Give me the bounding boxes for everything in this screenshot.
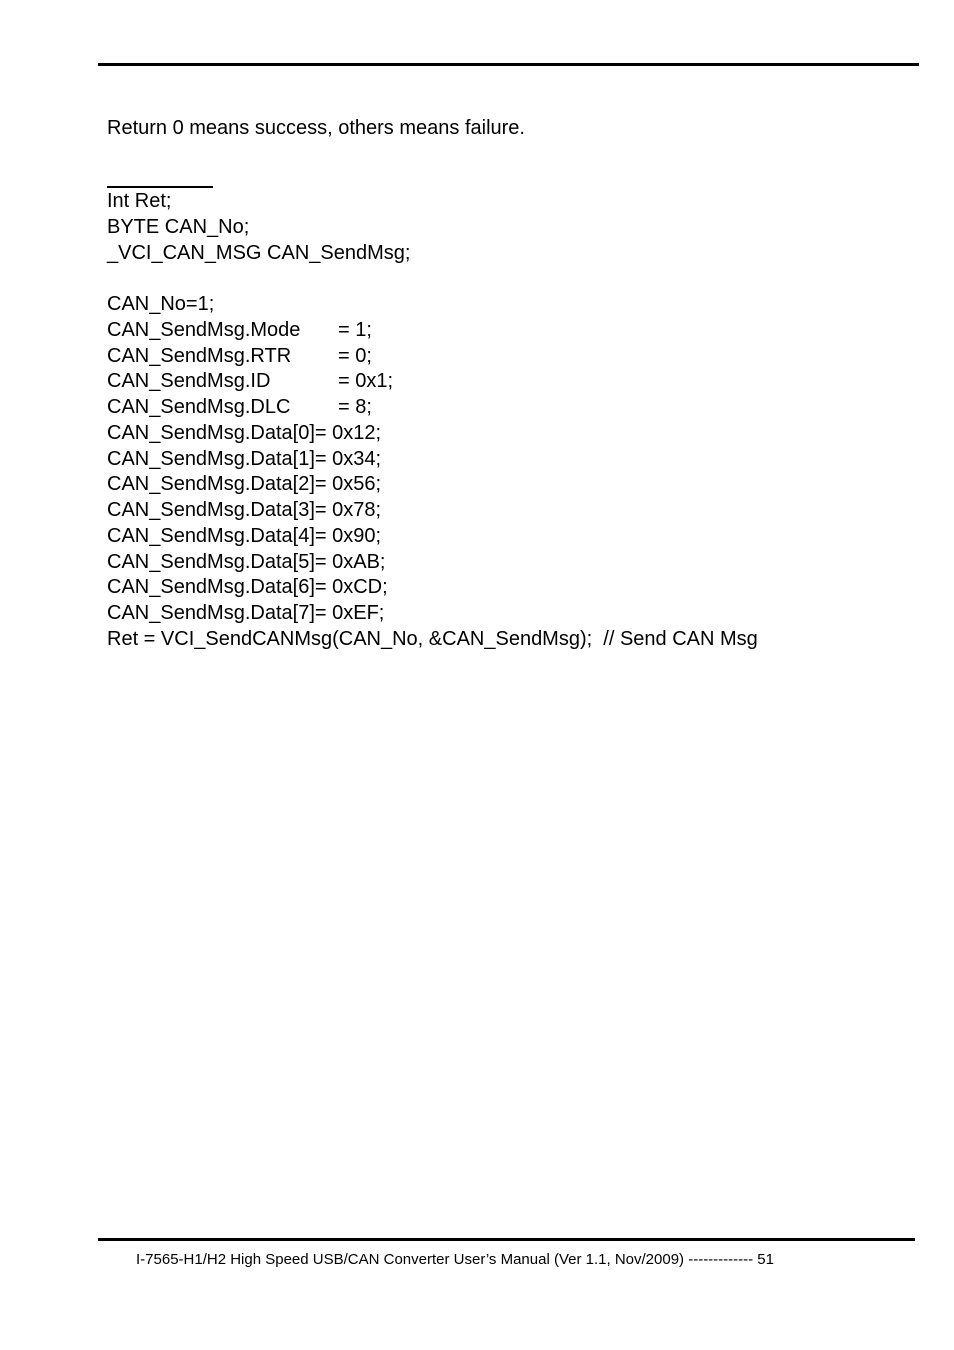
code-value: = 0; <box>338 344 372 367</box>
code-text: CAN_SendMsg.DLC <box>107 396 291 418</box>
code-text: CAN_No=1; <box>107 293 215 315</box>
code-text: CAN_SendMsg.RTR <box>107 344 292 367</box>
code-line <box>107 189 758 215</box>
code-text: CAN_SendMsg.ID <box>107 370 271 393</box>
code-text: CAN_SendMsg.Data[6]= 0xCD; <box>107 576 388 599</box>
code-line <box>107 369 758 395</box>
code-text: CAN_SendMsg.Data[2]= 0x56; <box>107 473 382 496</box>
code-example <box>107 189 758 653</box>
return-description: Return 0 means success, others means failure. <box>107 117 525 139</box>
code-line <box>107 498 758 524</box>
code-line-blank <box>107 266 758 292</box>
code-line <box>107 318 758 344</box>
code-text: CAN_SendMsg.Mode <box>107 318 301 341</box>
code-line <box>107 215 758 241</box>
code-text: _VCI_CAN_MSG CAN_SendMsg; <box>107 241 411 264</box>
page-footer: I-7565-H1/H2 High Speed USB/CAN Converter User’s Manual (Ver 1.1, Nov/2009) ------------- 51 <box>136 1251 774 1268</box>
code-line <box>107 472 758 498</box>
code-text: CAN_SendMsg.Data[1]= 0x34; <box>107 447 382 470</box>
code-text: CAN_SendMsg.Data[7]= 0xEF; <box>107 602 385 624</box>
code-line <box>107 421 758 447</box>
header-rule <box>98 63 919 66</box>
code-line <box>107 292 758 318</box>
code-text: CAN_SendMsg.Data[3]= 0x78; <box>107 499 382 521</box>
code-line <box>107 344 758 370</box>
code-line <box>107 601 758 627</box>
code-line <box>107 241 758 267</box>
code-text: CAN_SendMsg.Data[5]= 0xAB; <box>107 550 386 573</box>
code-text: BYTE CAN_No; <box>107 215 250 238</box>
code-value: = 0x1; <box>338 370 394 393</box>
code-line <box>107 447 758 473</box>
code-value: = 1; <box>338 318 372 341</box>
code-value: = 8; <box>338 396 372 418</box>
code-text: CAN_SendMsg.Data[0]= 0x12; <box>107 421 382 444</box>
code-text: CAN_SendMsg.Data[4]= 0x90; <box>107 524 382 547</box>
code-line <box>107 395 758 421</box>
code-line <box>107 575 758 601</box>
code-line <box>107 550 758 576</box>
example-heading <box>107 162 213 188</box>
code-line <box>107 524 758 550</box>
code-text: Int Ret; <box>107 190 172 212</box>
code-line <box>107 627 758 653</box>
footer-rule <box>98 1238 915 1241</box>
code-text: Ret = VCI_SendCANMsg(CAN_No, &CAN_SendMsg); // Send CAN Msg <box>107 627 758 650</box>
